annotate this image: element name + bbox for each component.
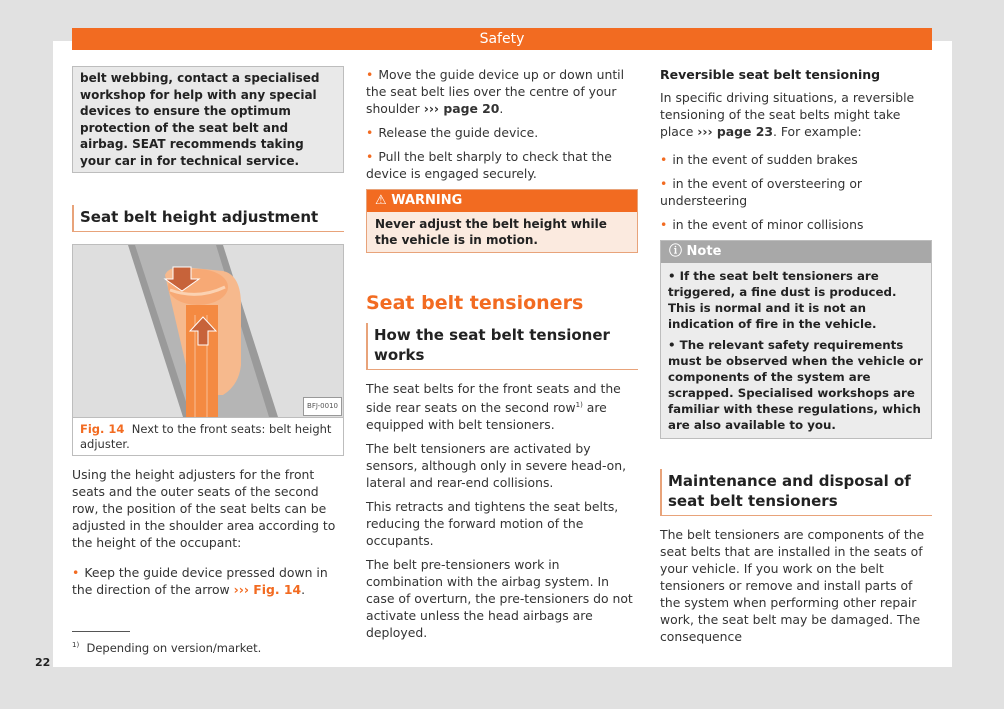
note-box (660, 240, 932, 439)
heading-tensioner-works: How the seat belt tensioner works (366, 323, 638, 370)
subheading-reversible: Reversible seat belt tensioning (660, 67, 881, 82)
figure-caption (73, 418, 343, 455)
warning-text: Never adjust the belt height while the vehicle is in motion. (367, 212, 637, 252)
section-header: Safety (72, 28, 932, 50)
heading-maintenance: Maintenance and disposal of seat belt tensioners (660, 469, 932, 516)
list-item: • in the event of minor collisions (660, 216, 932, 233)
list-item: • Keep the guide device pressed down in the direction of the arrow ››› Fig. 14. (72, 564, 344, 598)
page-23-link[interactable]: ››› page 23 (697, 124, 773, 139)
belt-adjuster-illustration (73, 245, 343, 418)
continued-warning-box: belt webbing, contact a specialised workshop for help with any special devices to ensure the optimum protection of the seat belt and airbag. SEAT recommends taking your car in for technical service. (72, 66, 344, 173)
list-item: • Move the guide device up or down until the seat belt lies over the centre of your shoulder ››› page 20. (366, 66, 638, 117)
figure-caption-text: Next to the front seats: belt height adjuster. (80, 422, 332, 451)
section-title: Seat belt tensioners (366, 292, 584, 314)
warning-header: ⚠ WARNING (367, 190, 637, 212)
column-1 (72, 66, 344, 605)
footnote-divider (72, 631, 130, 632)
list-item: • in the event of sudden brakes (660, 151, 932, 168)
paragraph: This retracts and tightens the seat belts, reducing the forward motion of the occupants. (366, 499, 619, 549)
column-3 (660, 66, 932, 652)
list-item: • in the event of oversteering or understeering (660, 175, 932, 209)
figure-code: BFJ-0010 (303, 397, 342, 416)
note-item: • The relevant safety requirements must be observed when the vehicle or components of the system are scrapped. Specialised workshops are familiar with these regulations, which are also available to you. (668, 338, 923, 432)
info-icon: ⓘ (669, 244, 683, 259)
note-header: ⓘ Note (661, 241, 931, 263)
paragraph: The belt tensioners are activated by sensors, although only in severe head-on, lateral and rear-end collisions. (366, 441, 627, 491)
warning-box (366, 189, 638, 253)
list-item: • Pull the belt sharply to check that the device is engaged securely. (366, 148, 638, 182)
fig-14-link[interactable]: ››› Fig. 14 (233, 582, 302, 597)
figure-14 (72, 244, 344, 456)
warning-triangle-icon: ⚠ (375, 193, 387, 208)
paragraph: The belt tensioners are components of the seat belts that are installed in the seats of your vehicle. If you work on the belt tensioners or remove and install parts of the system when performing other repair work, the seat belt may be damaged. The consequence (660, 527, 925, 644)
page-number: 22 (35, 656, 51, 669)
heading-height-adjustment: Seat belt height adjustment (72, 205, 344, 232)
paragraph: In specific driving situations, a reversible tensioning of the seat belts might take place ››› page 23. For example: (660, 90, 915, 139)
paragraph: The belt pre-tensioners work in combination with the airbag system. In case of overturn, the pre-tensioners do not activate unless the head airbags are deployed. (366, 557, 633, 641)
paragraph: Using the height adjusters for the front seats and the outer seats of the second row, the position of the seat belts can be adjusted in the shoulder area according to the height of the occupant: (72, 467, 336, 550)
footnote: $^{1)}$ Depending on version/market. (72, 641, 262, 655)
figure-label: Fig. 14 (80, 422, 125, 436)
note-item: • If the seat belt tensioners are triggered, a fine dust is produced. This is normal and it is not an indication of fire in the vehicle. (668, 269, 897, 331)
column-2 (366, 66, 638, 648)
page-20-link[interactable]: ››› page 20 (423, 101, 500, 116)
paragraph: The seat belts for the front seats and the side rear seats on the second row$^{1)}$ are equipped with belt tensioners. (366, 381, 621, 433)
list-item: • Release the guide device. (366, 124, 638, 141)
